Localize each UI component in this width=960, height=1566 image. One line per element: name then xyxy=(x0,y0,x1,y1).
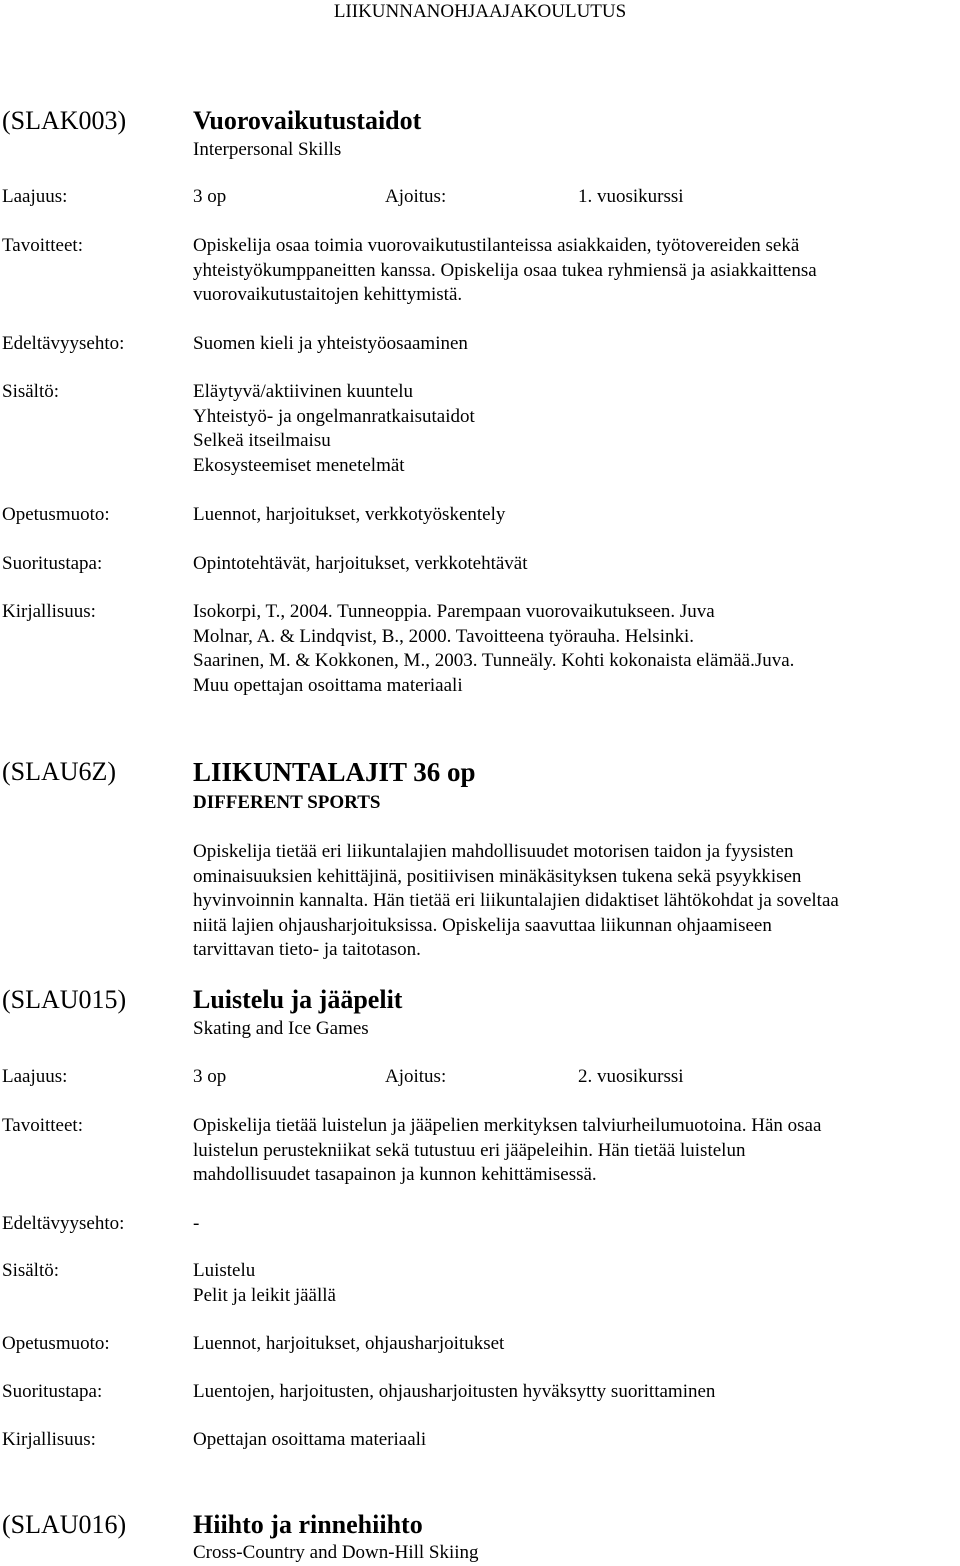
text-line: Opiskelija tietää luistelun ja jääpelien merkityksen talviurheilumuotoina. Hän osaa xyxy=(193,1115,822,1136)
laajuus-label: Laajuus: xyxy=(2,1066,68,1087)
course-code: (SLAU015) xyxy=(2,985,127,1014)
course-title: Hiihto ja rinnehiihto xyxy=(193,1510,423,1539)
suoritustapa-value: Luentojen, harjoitusten, ohjausharjoitusten hyväksytty suorittaminen xyxy=(193,1381,716,1402)
laajuus-value: 3 op xyxy=(193,186,227,207)
sisalto-list xyxy=(193,380,960,478)
opetusmuoto-label: Opetusmuoto: xyxy=(2,1333,110,1354)
laajuus-value: 3 op xyxy=(193,1066,227,1087)
suoritustapa-value: Opintotehtävät, harjoitukset, verkkotehtävät xyxy=(193,553,528,574)
text-line: Opiskelija tietää eri liikuntalajien mahdollisuudet motorisen taidon ja fyysisten xyxy=(193,841,794,862)
text-line: niitä lajien ohjausharjoituksissa. Opiskelija saavuttaa liikunnan ohjaamiseen xyxy=(193,914,772,936)
text-line: hyvinvoinnin kannalta. Hän tietää eri liikuntalajien didaktiset lähtökohdat ja soveltaa xyxy=(193,890,839,911)
text-line: Opiskelija osaa toimia vuorovaikutustilanteissa asiakkaiden, työtovereiden sekä xyxy=(193,235,800,256)
text-line: yhteistyökumppaneitten kanssa. Opiskelija osaa tukea ryhmiensä ja asiakkaittensa xyxy=(193,259,817,281)
tavoitteet-label: Tavoitteet: xyxy=(2,1115,83,1136)
opetusmuoto-value: Luennot, harjoitukset, verkkotyöskentely xyxy=(193,504,506,525)
kirjallisuus-label: Kirjallisuus: xyxy=(2,601,96,622)
laajuus-label: Laajuus: xyxy=(2,186,68,207)
edeltavyys-label: Edeltävyysehto: xyxy=(2,333,125,354)
kirjallisuus-list xyxy=(193,600,960,698)
module-subtitle: DIFFERENT SPORTS xyxy=(193,792,381,813)
ajoitus-value: 2. vuosikurssi xyxy=(578,1066,684,1087)
text-line: luistelun perustekniikat sekä tutustuu eri jääpeleihin. Hän tietää luistelun xyxy=(193,1139,746,1161)
page-header: LIIKUNNANOHJAAJAKOULUTUS xyxy=(333,1,627,22)
list-item: Molnar, A. & Lindqvist, B., 2000. Tavoitteena työrauha. Helsinki. xyxy=(193,625,694,647)
ajoitus-value: 1. vuosikurssi xyxy=(578,186,684,207)
list-item: Saarinen, M. & Kokkonen, M., 2003. Tunneäly. Kohti kokonaista elämää.Juva. xyxy=(193,650,795,671)
kirjallisuus-value: Opettajan osoittama materiaali xyxy=(193,1429,427,1450)
text-line: vuorovaikutustaitojen kehittymistä. xyxy=(193,284,463,305)
course-subtitle: Interpersonal Skills xyxy=(193,139,342,160)
tavoitteet-text xyxy=(193,234,960,308)
edeltavyys-value: - xyxy=(193,1213,200,1234)
course-code: (SLAU016) xyxy=(2,1510,127,1539)
list-item: Eläytyvä/aktiivinen kuuntelu xyxy=(193,381,414,402)
course-subtitle: Cross-Country and Down-Hill Skiing xyxy=(193,1542,479,1563)
module-code: (SLAU6Z) xyxy=(2,757,117,786)
course-title: Luistelu ja jääpelit xyxy=(193,985,403,1014)
text-line: mahdollisuudet tasapainon ja kunnon kehittämisessä. xyxy=(193,1164,597,1185)
list-item: Yhteistyö- ja ongelmanratkaisutaidot xyxy=(193,405,475,427)
course-code: (SLAK003) xyxy=(2,106,127,135)
suoritustapa-label: Suoritustapa: xyxy=(2,553,103,574)
list-item: Ekosysteemiset menetelmät xyxy=(193,454,405,476)
list-item: Luistelu xyxy=(193,1260,256,1281)
list-item: Pelit ja leikit jäällä xyxy=(193,1284,336,1306)
sisalto-label: Sisältö: xyxy=(2,1260,60,1281)
course-title: Vuorovaikutustaidot xyxy=(193,106,422,135)
suoritustapa-label: Suoritustapa: xyxy=(2,1381,103,1402)
ajoitus-label: Ajoitus: xyxy=(385,186,447,207)
text-line: ominaisuuksien kehittäjinä, positiivisen minäkäsityksen tukena sekä psyykkisen xyxy=(193,865,802,887)
list-item: Muu opettajan osoittama materiaali xyxy=(193,674,463,696)
opetusmuoto-value: Luennot, harjoitukset, ohjausharjoitukset xyxy=(193,1333,505,1354)
ajoitus-label: Ajoitus: xyxy=(385,1066,447,1087)
kirjallisuus-label: Kirjallisuus: xyxy=(2,1429,96,1450)
list-item: Isokorpi, T., 2004. Tunneoppia. Parempaan vuorovaikutukseen. Juva xyxy=(193,601,715,622)
sisalto-list xyxy=(193,1259,960,1308)
opetusmuoto-label: Opetusmuoto: xyxy=(2,504,110,525)
tavoitteet-text xyxy=(193,1114,960,1188)
tavoitteet-label: Tavoitteet: xyxy=(2,235,83,256)
sisalto-label: Sisältö: xyxy=(2,381,60,402)
module-title: LIIKUNTALAJIT 36 op xyxy=(193,757,476,787)
edeltavyys-label: Edeltävyysehto: xyxy=(2,1213,125,1234)
list-item: Selkeä itseilmaisu xyxy=(193,430,331,451)
module-description xyxy=(193,840,960,963)
edeltavyys-value: Suomen kieli ja yhteistyöosaaminen xyxy=(193,333,468,354)
course-subtitle: Skating and Ice Games xyxy=(193,1018,369,1039)
text-line: tarvittavan tieto- ja taitotason. xyxy=(193,939,421,960)
